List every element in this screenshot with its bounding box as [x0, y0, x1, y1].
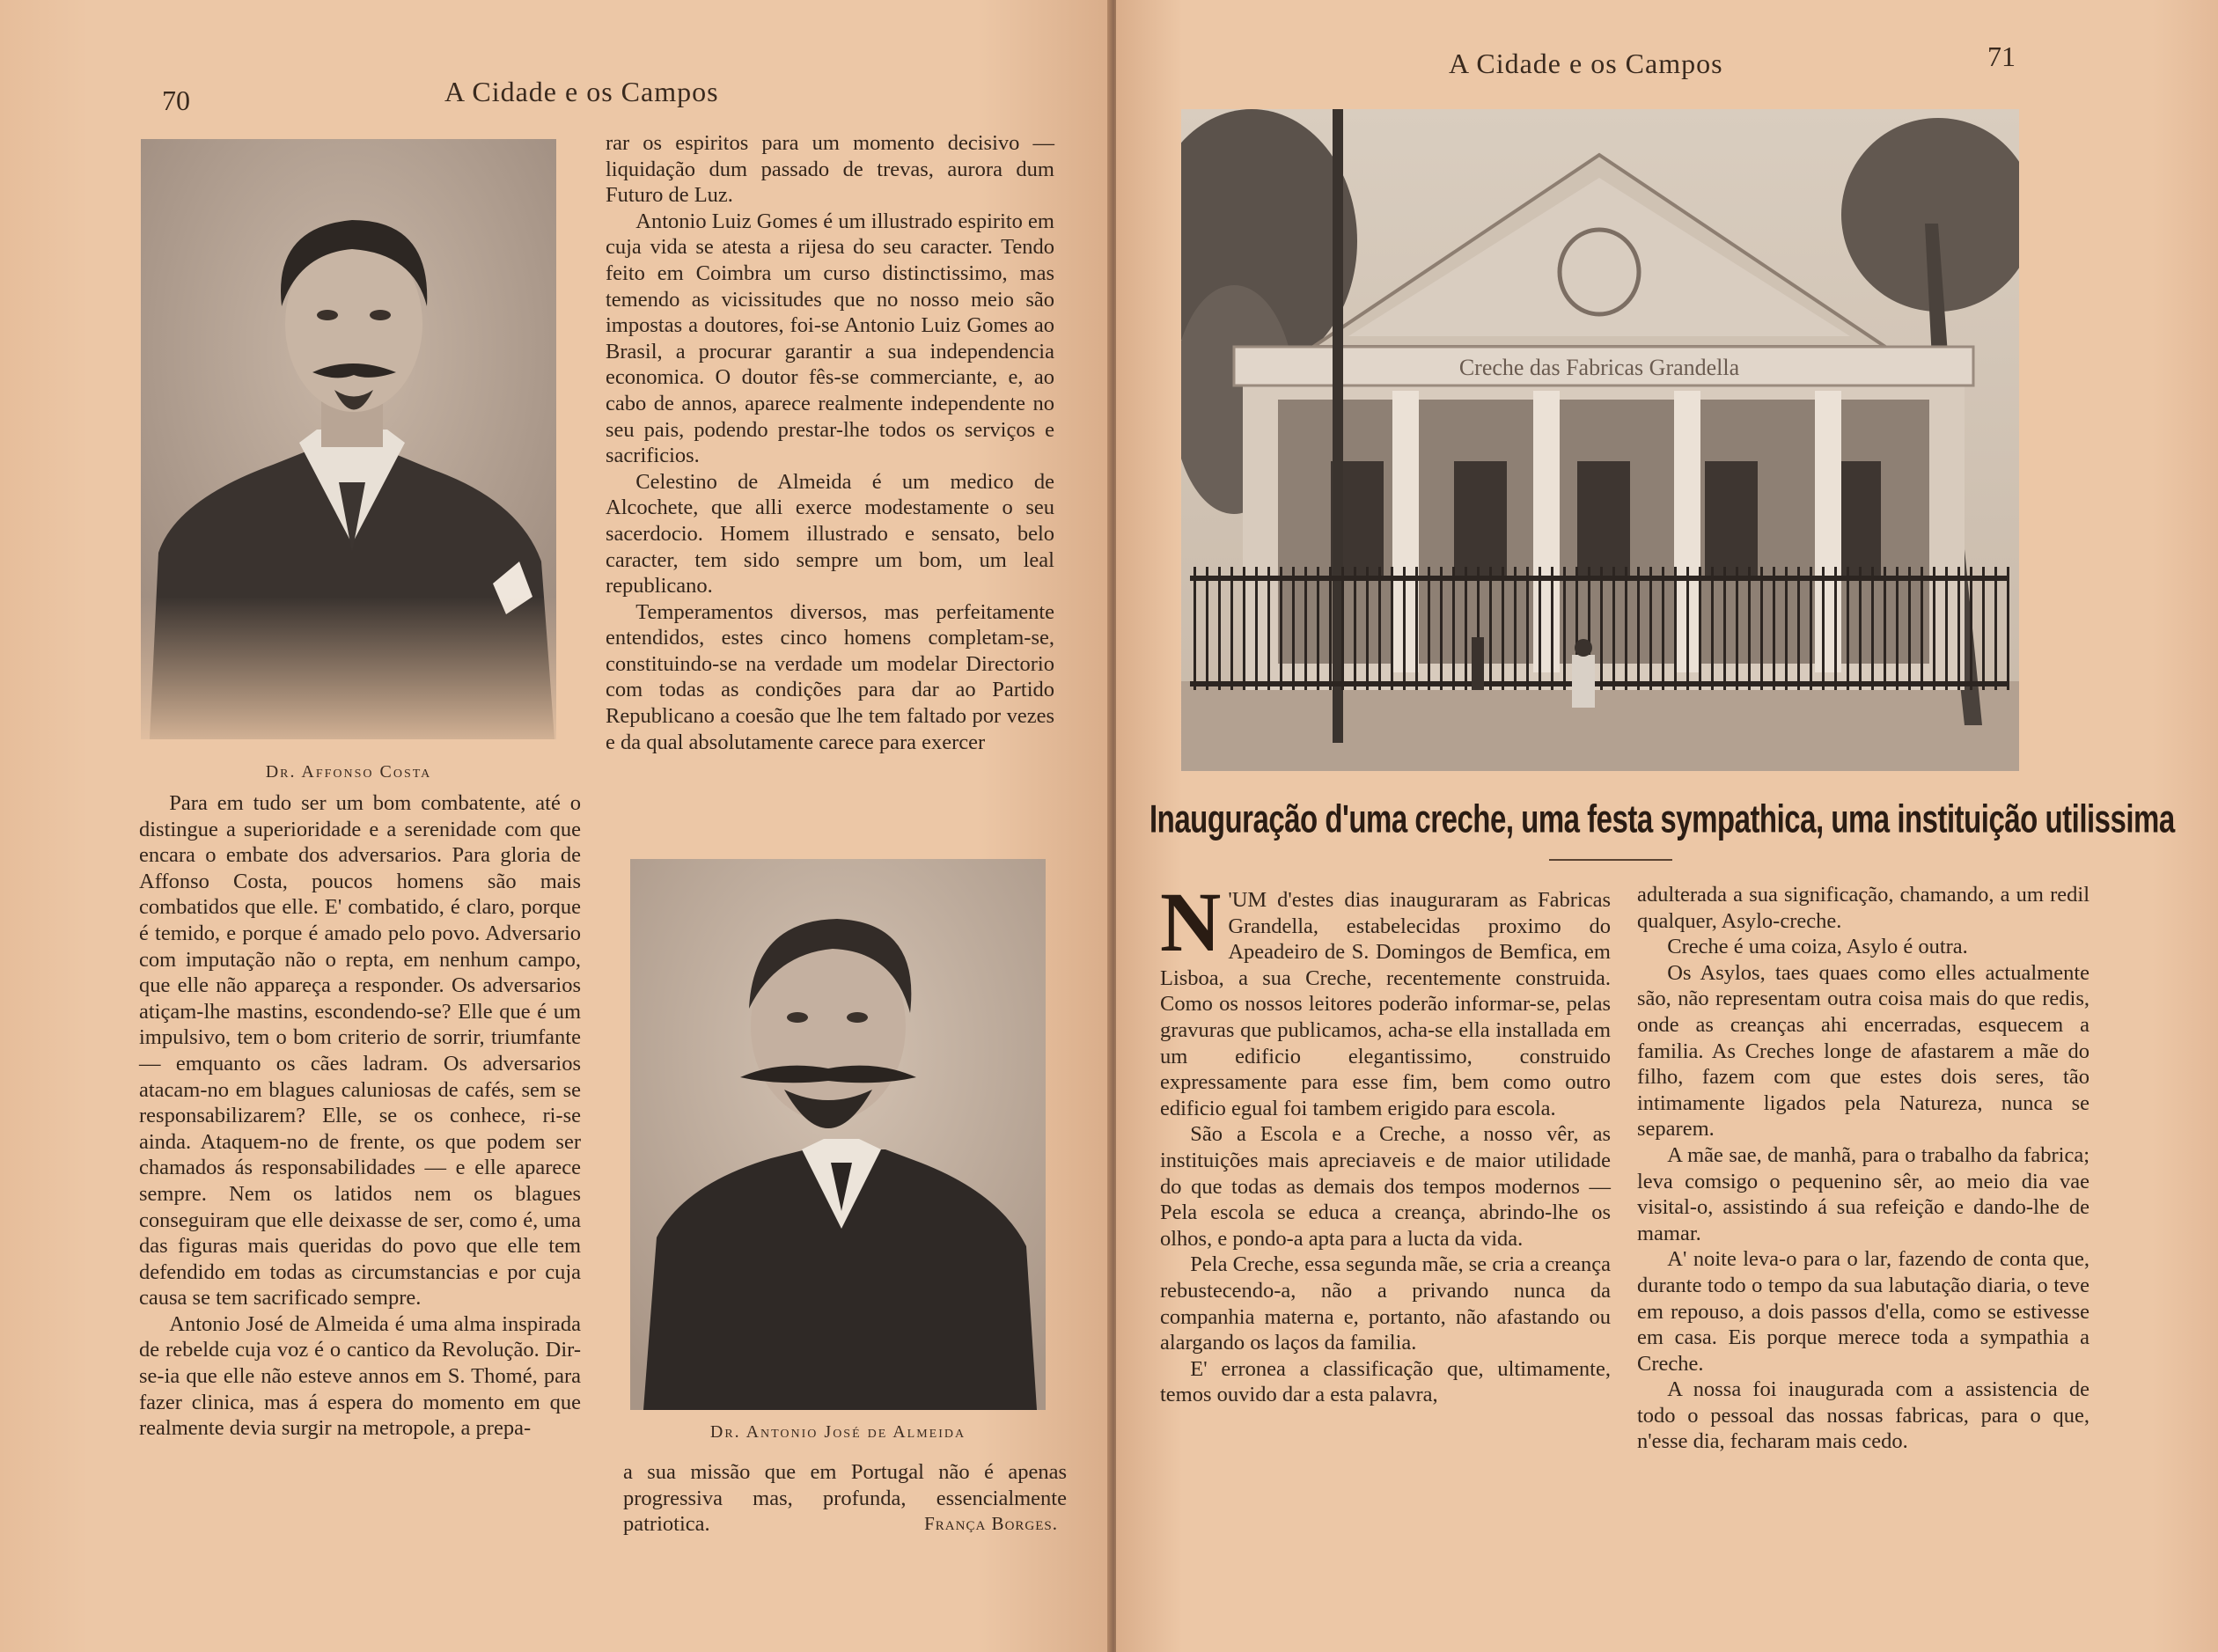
fence-bar	[1452, 567, 1455, 690]
fence-bar	[1415, 567, 1418, 690]
fence-bar	[1551, 567, 1553, 690]
paragraph: rar os espiritos para um momento decisivo — liquidação dum passado de trevas, aurora dum Futuro de Luz.	[606, 131, 1054, 208]
paragraph: São a Escola e a Creche, a nosso vêr, as instituições mais apreciaveis e de maior utilidade do que todas as demais dos tempos modernos — Pela escola se educa a creança, abrindo-lhe os olhos, e pondo-a apta para a lucta da vida.	[1160, 1122, 1611, 1251]
paragraph: A' noite leva-o para o lar, fazendo de conta que, durante todo o tempo da sua labutação diaria, o teve em repouso, a dois passos d'ella, como se estivesse em casa. Eis porque merece toda a sympathia a Creche.	[1637, 1247, 2089, 1376]
fence-bar	[2007, 567, 2009, 690]
left-column	[139, 790, 581, 1442]
fence-bar	[1908, 567, 1911, 690]
paragraph: Pela Creche, essa segunda mãe, se cria a creança rebustecendo-a, não a privando nunca da companhia materna e, portanto, não afastando ou alargando os laços da familia.	[1160, 1252, 1611, 1355]
fence-bar	[1255, 567, 1258, 690]
portrait-affonso-costa-image	[141, 139, 556, 739]
fence-bar	[1686, 567, 1689, 690]
fence-bar	[1292, 567, 1295, 690]
fence-bar	[1341, 567, 1344, 690]
right-column-bottom	[623, 1459, 1067, 1538]
portrait-affonso-costa	[141, 139, 556, 739]
author-signature: França Borges.	[924, 1513, 1058, 1535]
fence-bar	[1649, 567, 1652, 690]
fence-bar	[1612, 567, 1615, 690]
fence-bar	[1329, 567, 1332, 690]
portrait-almeida-image	[630, 859, 1046, 1410]
article-column-left	[1160, 875, 1611, 1408]
fence-bar	[1834, 567, 1837, 690]
paragraph	[623, 1459, 1067, 1538]
article-headline: Inauguração d'uma creche, uma festa sympathica, uma instituição utilissima	[1149, 797, 2175, 841]
fence-bar	[1994, 567, 1997, 690]
fence-bar	[1354, 567, 1356, 690]
fence-bar	[1428, 567, 1430, 690]
fence-bar	[1526, 567, 1529, 690]
fence-bar	[1957, 567, 1960, 690]
fence-bar	[1822, 567, 1825, 690]
paragraph: Os Asylos, taes quaes como elles actualmente são, não representam outra coisa mais do que redis, onde as creanças ahi encerradas, esquecem a familia. As Creches longe de afastarem a mãe do filho, fazem com que estes dois seres, tão intimamente ligados pela Natureza, nunca se separem.	[1637, 960, 2089, 1142]
photo-creche-building	[1181, 109, 2019, 771]
fence-bar	[1785, 567, 1788, 690]
fence-bar	[1699, 567, 1701, 690]
fence-bar	[1711, 567, 1714, 690]
fence-bar	[1600, 567, 1603, 690]
fence-bar	[1243, 567, 1245, 690]
fence-bar	[1859, 567, 1862, 690]
closing-paragraph: a sua missão que em Portugal não é apenas progressiva mas, profunda, essencialmente patriotica.	[623, 1460, 1067, 1537]
fence-bar	[1193, 567, 1196, 690]
paragraph: E' erronea a classificação que, ultimamente, temos ouvido dar a esta palavra,	[1160, 1356, 1611, 1407]
fence-bar	[1514, 567, 1517, 690]
fence-bar	[1723, 567, 1726, 690]
creche-building-image	[1181, 109, 2019, 771]
fence-bar	[1489, 567, 1492, 690]
paragraph: A nossa foi inaugurada com a assistencia de todo o pessoal das nossas fabricas, para o que, n'esse dia, fecharam mais cedo.	[1637, 1377, 2089, 1454]
portrait-antonio-jose-de-almeida	[630, 859, 1046, 1410]
right-column-top	[606, 130, 1054, 755]
fence-bar	[1317, 567, 1319, 690]
fence-bar	[1982, 567, 1985, 690]
paragraph: Para em tudo ser um bom combatente, até o distingue a superioridade e a serenidade com que encara o embate dos adversarios. Para gloria de Affonso Costa, poucos homens são mais combatidos que elle. E' combatido, é claro, porque é temido, e porque é amado pelo povo. Adversario com imputação não o repta, em nenhum campo, que elle não appareça a responder. Os adversarios atiçam-lhe mastins, escondendo-se? Elle que é um impulsivo, tem o bom criterio de sorrir, triumfante — emquanto os cães ladram. Os adversarios atacam-no em blagues caluniosas de cafés, sem se responsabilizarem? Elle, se os conhece, ri-se ainda. Ataquem-no de frente, os que podem ser chamados ás responsabilidades — e elle aparece sempre. Nem os latidos nem os blagues conseguiram que elle deixasse de ser, como é, uma das figuras mais queridas do povo que elle tem defendido em todas as circumstancias e por cuja causa se tem sacrificado sempre.	[139, 791, 581, 1311]
fence-bar	[1230, 567, 1233, 690]
fence-bar	[1539, 567, 1541, 690]
fence-bar	[1871, 567, 1874, 690]
paragraph: adulterada a sua significação, chamando, a um redil qualquer, Asylo-creche.	[1637, 883, 2089, 933]
fence-bar	[1921, 567, 1923, 690]
running-head: A Cidade e os Campos	[444, 76, 719, 107]
fence-bar	[1465, 567, 1467, 690]
fence-bar	[1970, 567, 1972, 690]
fence-bar	[1440, 567, 1443, 690]
article-column-right	[1637, 882, 2089, 1455]
fence-bar	[1797, 567, 1800, 690]
fence-bar	[1206, 567, 1208, 690]
fence-bar	[1267, 567, 1270, 690]
fence-bar	[1933, 567, 1935, 690]
paragraph: Antonio José de Almeida é uma alma inspirada de rebelde cuja voz é o cantico da Revolução. Dir-se-ia que elle não esteve annos em S. Thomé, para fazer clinica, mas á espera do momento em que realmente devia surgir na metropole, a prepa-	[139, 1311, 581, 1441]
fence-bar	[1625, 567, 1627, 690]
fence-bar	[1502, 567, 1504, 690]
fence-bar	[1662, 567, 1664, 690]
lead-text: 'UM d'estes dias inauguraram as Fabricas Grandella, estabelecidas proximo do Apeadeiro de S. Domingos de Bemfica, em Lisboa, a sua Creche, recentemente construida. Como os nossos leitores poderão informar-se, pelas gravuras que publicamos, acha-se ella installada em um edificio elegantissimo, construido expressamente para esse fim, bem como outro edificio egual foi tambem erigido para escola.	[1160, 888, 1611, 1120]
building-sign: Creche das Fabricas Grandella	[1458, 355, 1740, 380]
fence-bar	[1760, 567, 1763, 690]
page-number: 71	[1987, 40, 2016, 72]
fence-bar	[1736, 567, 1738, 690]
page-number: 70	[162, 84, 190, 116]
fence-bar	[1378, 567, 1381, 690]
fence-bar	[1884, 567, 1886, 690]
drop-cap: N	[1160, 875, 1222, 969]
fence-bar	[1945, 567, 1948, 690]
fence-bar	[1563, 567, 1566, 690]
fence-bar	[1674, 567, 1677, 690]
paragraph: Celestino de Almeida é um medico de Alcochete, que alli exerce modestamente o seu sacerdocio. Homem illustrado e sensato, belo caracter, tem sido sempre um bom, um leal republicano.	[606, 469, 1054, 598]
caption-affonso-costa: Dr. Affonso Costa	[265, 762, 432, 782]
fence-bar	[1773, 567, 1775, 690]
paragraph: Creche é uma coiza, Asylo é outra.	[1667, 935, 1968, 959]
fence-bar	[1810, 567, 1812, 690]
fence-bar	[1896, 567, 1899, 690]
running-head: A Cidade e os Campos	[1449, 48, 1723, 79]
fence-bar	[1304, 567, 1307, 690]
caption-antonio-jose-de-almeida: Dr. Antonio José de Almeida	[709, 1422, 966, 1442]
fence-bar	[1847, 567, 1849, 690]
fence-bar	[1280, 567, 1282, 690]
fence-bar	[1748, 567, 1751, 690]
headline-rule	[1549, 859, 1672, 861]
paragraph: Antonio Luiz Gomes é um illustrado espirito em cuja vida se atesta a rijesa do seu caracter. Tendo feito em Coimbra um curso distinctissimo, mas temendo as vicissitudes que no nosso meio são impostas a doutores, foi-se Antonio Luiz Gomes ao Brasil, a procurar garantir a sua independencia economica. O doutor fês-se commerciante, e, ao cabo de annos, aparece realmente independente no seu pais, podendo prestar-lhe todos os serviços e sacrificios.	[606, 209, 1054, 468]
fence-bar	[1637, 567, 1640, 690]
fence-bar	[1218, 567, 1221, 690]
fence-bar	[1403, 567, 1406, 690]
paragraph: A mãe sae, de manhã, para o trabalho da fabrica; leva comsigo o pequenino sêr, ao meio dia vae visital-o, assistindo á sua refeição e dando-lhe de mamar.	[1637, 1142, 2089, 1245]
fence-bar	[1366, 567, 1369, 690]
paragraph: Temperamentos diversos, mas perfeitamente entendidos, estes cinco homens completam-se, constituindo-se na verdade um modelar Directorio com todas as condições para dar ao Partido Republicano a coesão que lhe tem faltado por vezes e da qual absolutamente carece para exercer	[606, 599, 1054, 754]
fence-bar	[1391, 567, 1393, 690]
paragraph	[1160, 875, 1611, 1121]
